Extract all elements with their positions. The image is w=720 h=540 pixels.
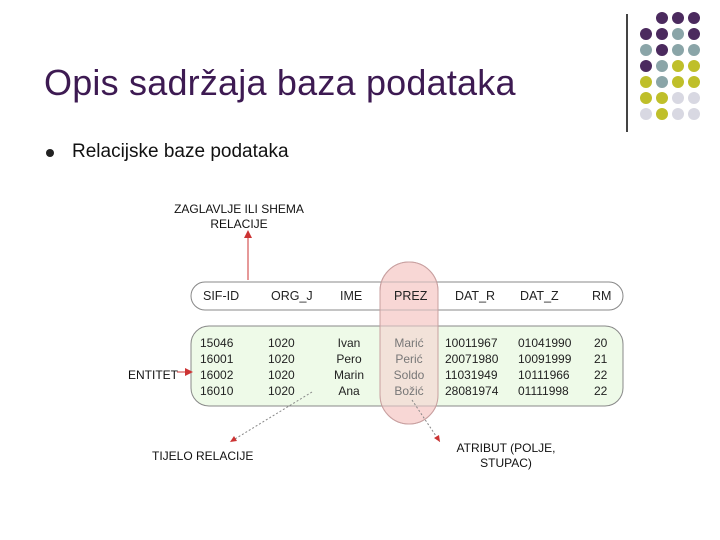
table-cell: 22 bbox=[594, 384, 608, 398]
table-cell: Marić bbox=[394, 336, 424, 350]
table-cell: 1020 bbox=[268, 352, 295, 366]
table-cell: Perić bbox=[395, 352, 423, 366]
table-cell: 16010 bbox=[200, 384, 234, 398]
entity-label: ENTITET bbox=[128, 368, 178, 382]
schema-label: ZAGLAVLJE ILI SHEMA RELACIJE bbox=[174, 202, 304, 231]
table-column-org-j bbox=[268, 335, 295, 399]
table-cell: 10091999 bbox=[518, 352, 572, 366]
table-header-cell: SIF-ID bbox=[203, 289, 240, 303]
table-cell: 28081974 bbox=[445, 384, 499, 398]
table-column-ime bbox=[328, 335, 370, 399]
table-header-cell: IME bbox=[340, 289, 363, 303]
table-cell: 21 bbox=[594, 352, 608, 366]
table-header-cell: ORG_J bbox=[271, 289, 313, 303]
table-cell: Božić bbox=[394, 384, 424, 398]
table-cell: 11031949 bbox=[445, 368, 498, 382]
table-cell: Marin bbox=[333, 368, 364, 382]
table-header-cell: RM bbox=[592, 289, 612, 303]
table-column-dat-z bbox=[518, 335, 571, 399]
table-header-cell: PREZ bbox=[394, 289, 428, 303]
table-cell: 20071980 bbox=[445, 352, 499, 366]
table-cell: 01041990 bbox=[518, 336, 572, 350]
table-cell: Pero bbox=[336, 352, 362, 366]
table-cell: Soldo bbox=[393, 368, 425, 382]
table-cell: 1020 bbox=[268, 368, 295, 382]
table-column-rm bbox=[594, 335, 607, 399]
table-cell: 1020 bbox=[268, 336, 295, 350]
table-cell: 16002 bbox=[200, 368, 234, 382]
table-cell: 15046 bbox=[200, 336, 234, 350]
table-header-cell: DAT_R bbox=[455, 289, 496, 303]
table-column-dat-r bbox=[445, 335, 498, 399]
table-header-cell: DAT_Z bbox=[520, 289, 559, 303]
body-label: TIJELO RELACIJE bbox=[152, 449, 254, 463]
table-column-prez bbox=[388, 335, 430, 399]
attribute-label: ATRIBUT (POLJE, STUPAC) bbox=[456, 441, 556, 470]
bullet-text: Relacijske baze podataka bbox=[72, 141, 289, 162]
table-cell: Ana bbox=[338, 384, 360, 398]
table-cell: Ivan bbox=[337, 336, 361, 350]
table-cell: 22 bbox=[594, 368, 608, 382]
table-cell: 20 bbox=[594, 336, 608, 350]
table-cell: 10011967 bbox=[445, 336, 498, 350]
table-column-sif-id bbox=[200, 335, 233, 399]
slide-title: Opis sadržaja baza podataka bbox=[44, 62, 516, 103]
table-cell: 01111998 bbox=[518, 384, 569, 398]
table-cell: 1020 bbox=[268, 384, 295, 398]
table-cell: 10111966 bbox=[518, 368, 570, 382]
table-cell: 16001 bbox=[200, 352, 234, 366]
